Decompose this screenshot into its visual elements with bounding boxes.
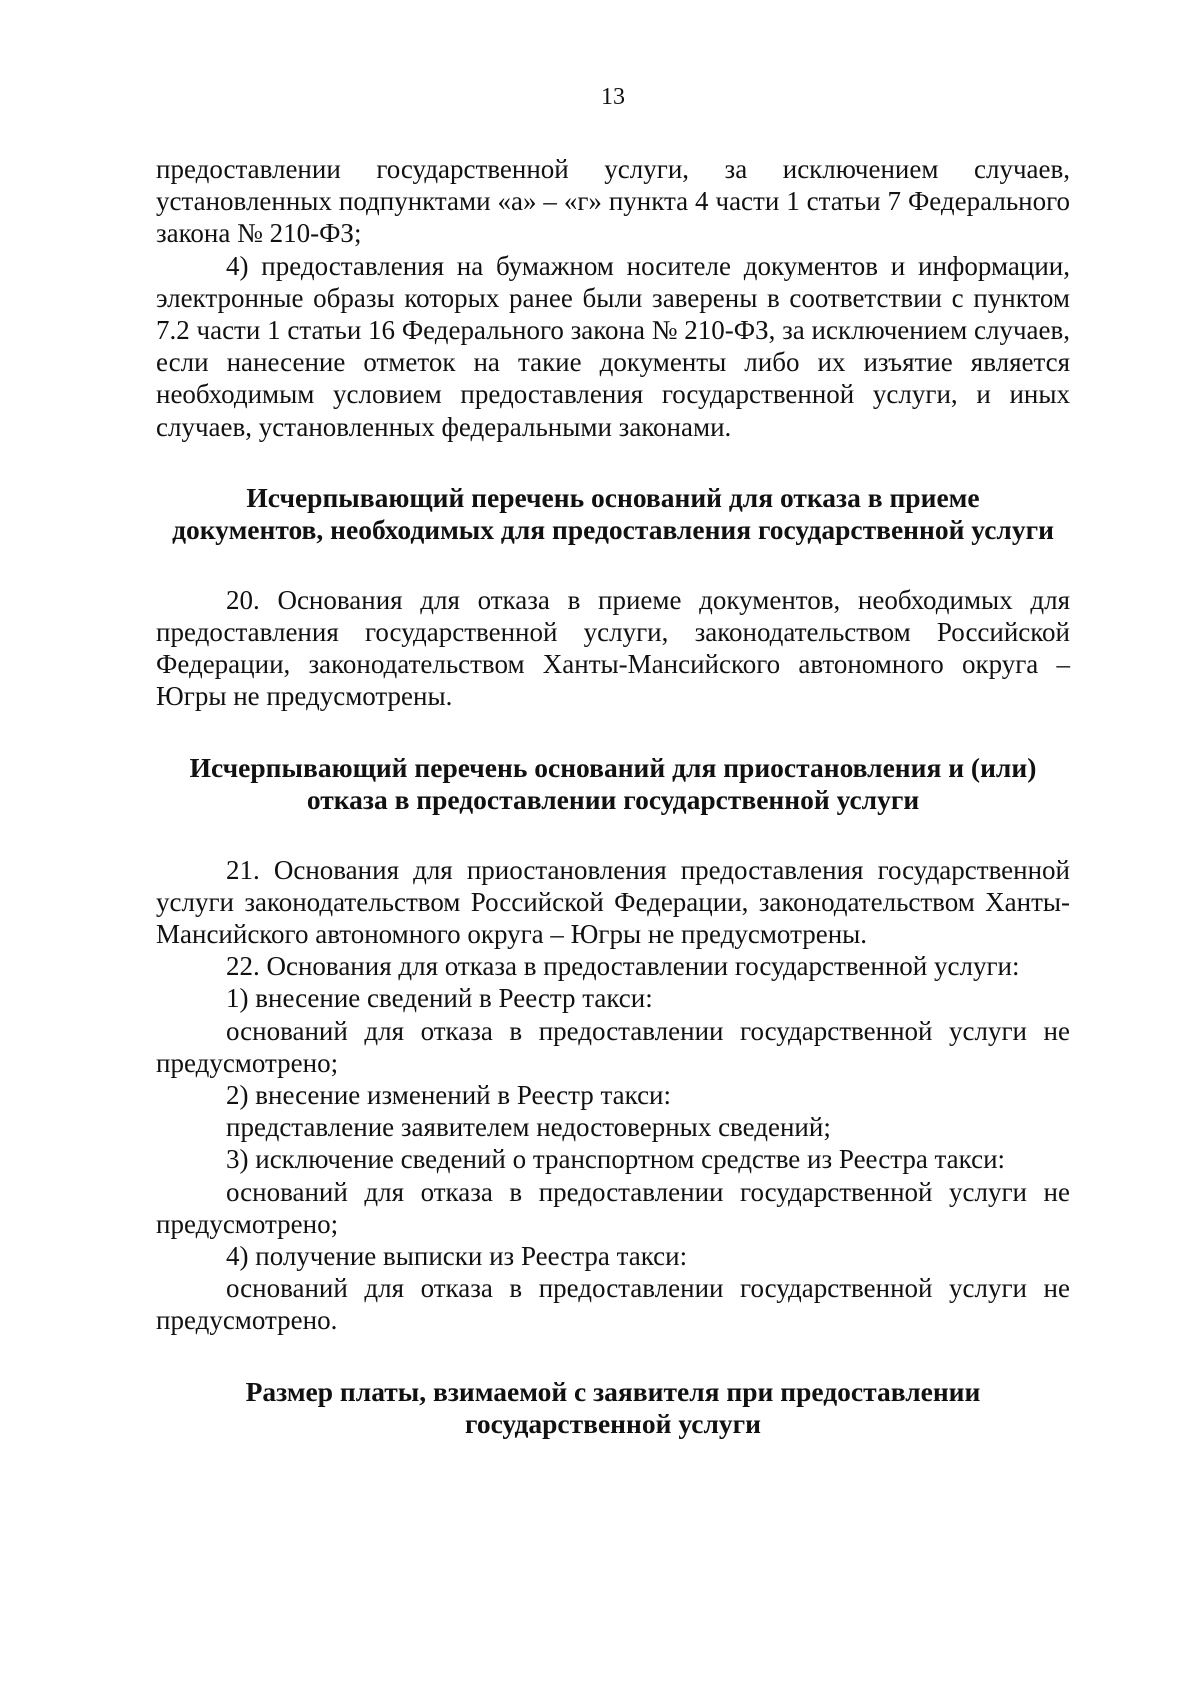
- document-page: [156, 0, 1070, 1698]
- section-heading-fee: [156, 1376, 1070, 1441]
- paragraph-continuation: предоставлении государственной услуги, за исключением случаев, установленных подпунктами «а» – «г» пункта 4 части 1 статьи 7 Федерального закона № 210-ФЗ;: [156, 154, 1070, 249]
- paragraph-22-item-1-text: оснований для отказа в предоставлении государственной услуги не предусмотрено;: [156, 1015, 1070, 1078]
- heading-line: Исчерпывающий перечень оснований для отказа в приеме: [246, 481, 980, 513]
- paragraph-22-item-4: 4) получение выписки из Реестра такси:: [226, 1241, 688, 1272]
- paragraph-20: 20. Основания для отказа в приеме документов, необходимых для предоставления государственной услуги, законодательством Российской Федерации, законодательством Ханты-Мансийского автономного округа – Югры не предусмотрены.: [156, 584, 1070, 712]
- paragraph-22-item-1: 1) внесение сведений в Реестр такси:: [226, 983, 653, 1014]
- heading-line: документов, необходимых для предоставления государственной услуги: [172, 514, 1054, 546]
- paragraph-22-item-2-text: представление заявителем недостоверных сведений;: [226, 1112, 831, 1143]
- heading-line: Исчерпывающий перечень оснований для приостановления и (или): [189, 751, 1037, 783]
- paragraph-22: 22. Основания для отказа в предоставлении государственной услуги:: [226, 951, 1020, 982]
- heading-line: государственной услуги: [465, 1408, 761, 1440]
- heading-line: Размер платы, взимаемой с заявителя при предоставлении: [245, 1375, 981, 1407]
- paragraph-22-item-4-text: оснований для отказа в предоставлении государственной услуги не предусмотрено.: [156, 1273, 1070, 1336]
- section-heading-refusal-acceptance: [156, 482, 1070, 547]
- page-number: 13: [601, 84, 625, 110]
- paragraph-item-4: 4) предоставления на бумажном носителе документов и информации, электронные образы которых ранее были заверены в соответствии с пунктом 7.2 части 1 статьи 16 Федерального закона № 210-ФЗ, за исключением случаев, если нанесение отметок на такие документы либо их изъятие является необходимым условием предоставления государственной услуги, и иных случаев, установленных федеральными законами.: [156, 250, 1070, 442]
- paragraph-22-item-2: 2) внесение изменений в Реестр такси:: [226, 1080, 672, 1111]
- section-heading-suspension-refusal: [156, 752, 1070, 817]
- paragraph-22-item-3: 3) исключение сведений о транспортном средстве из Реестра такси:: [226, 1144, 1006, 1175]
- heading-line: отказа в предоставлении государственной услуги: [306, 784, 920, 816]
- document-body: [156, 153, 1070, 1441]
- paragraph-22-item-3-text: оснований для отказа в предоставлении государственной услуги не предусмотрено;: [156, 1176, 1070, 1239]
- paragraph-21: 21. Основания для приостановления предоставления государственной услуги законодательством Российской Федерации, законодательством Ханты-Мансийского автономного округа – Югры не предусмотрены.: [156, 854, 1070, 950]
